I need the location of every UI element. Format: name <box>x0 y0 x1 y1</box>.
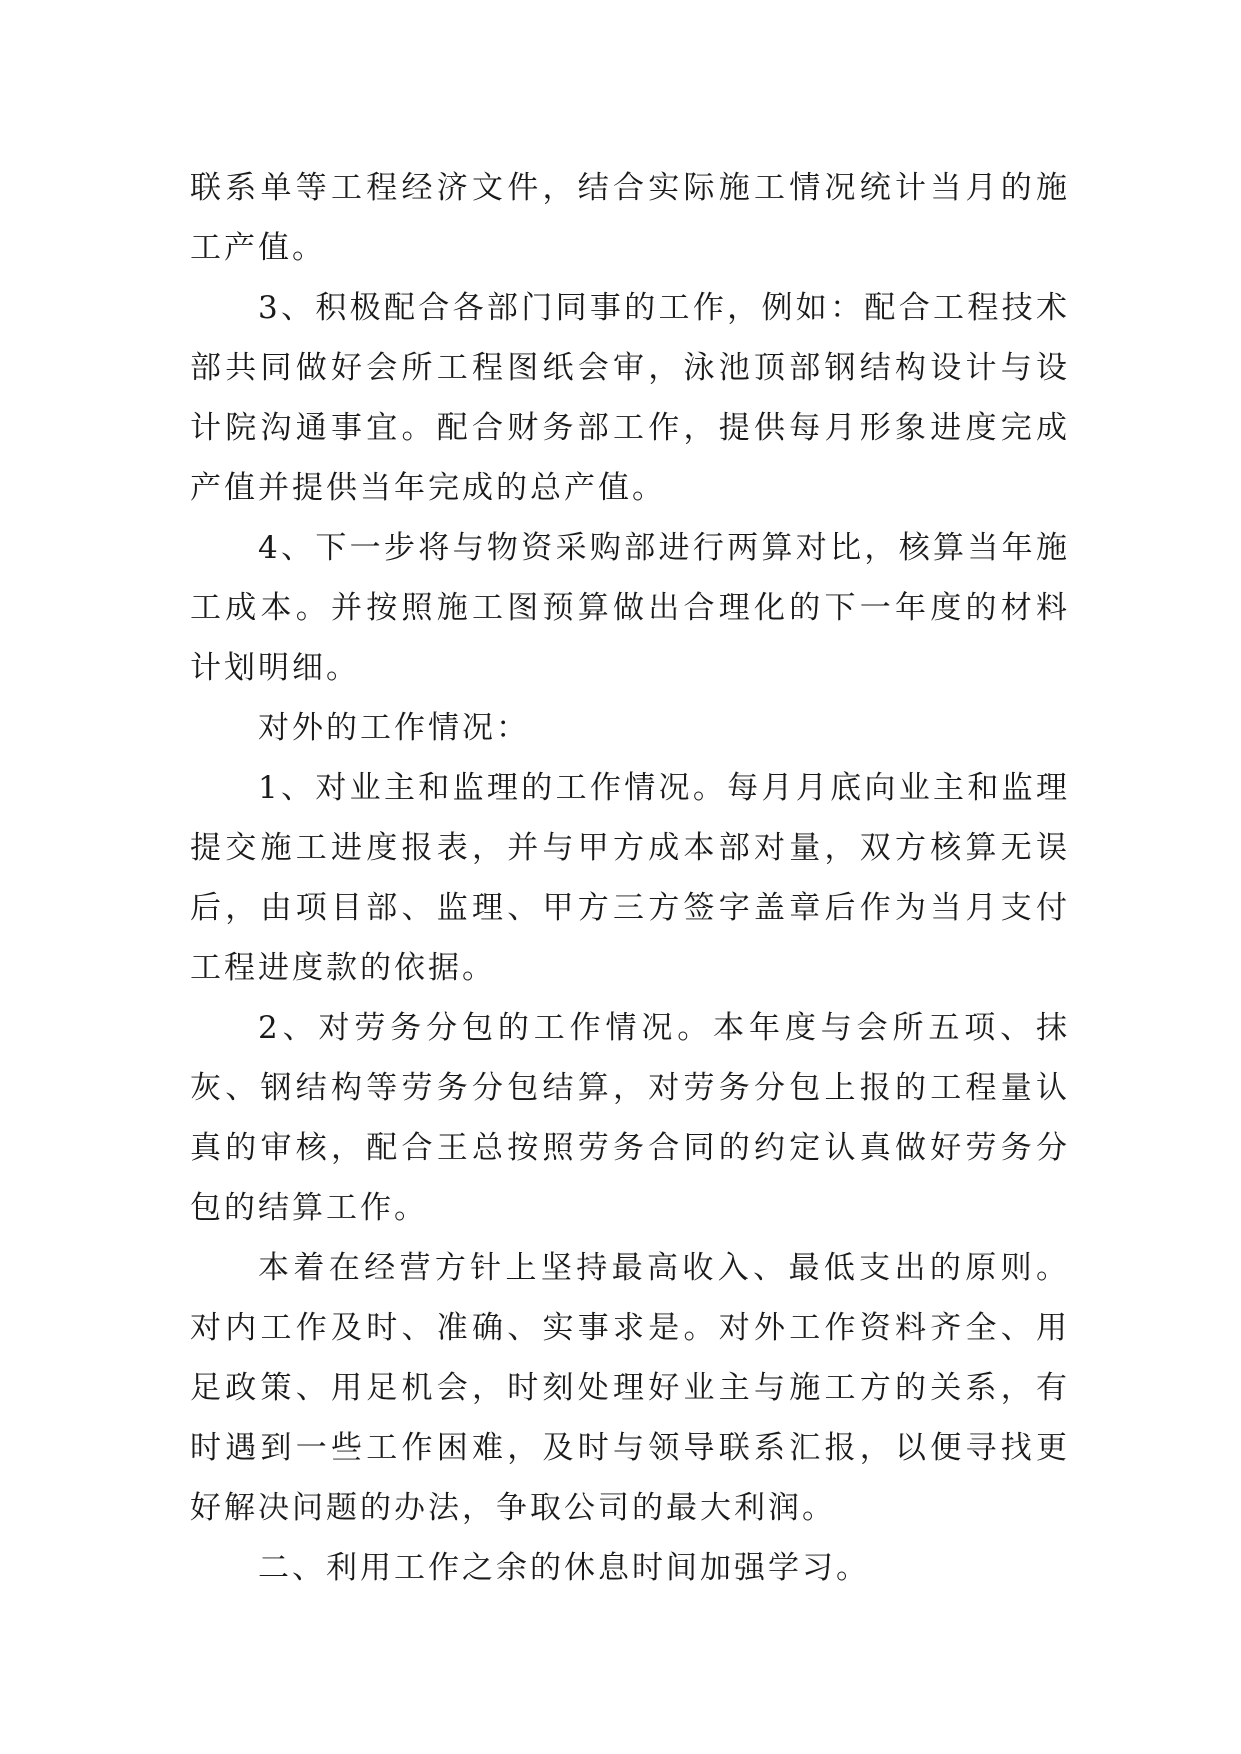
section-heading-study: 二、利用工作之余的休息时间加强学习。 <box>258 1550 870 1586</box>
paragraph-2: 3、积极配合各部门同事的工作，例如：配合工程技术部共同做好会所工程图纸会审，泳池顶部钢结构设计与设计院沟通事宜。配合财务部工作，提供每月形象进度完成产值并提供当年完成的总产值。 <box>190 290 1070 506</box>
paragraph-7: 本着在经营方针上坚持最高收入、最低支出的原则。对内工作及时、准确、实事求是。对外工作资料齐全、用足政策、用足机会，时刻处理好业主与施工方的关系，有时遇到一些工作困难，及时与领导联系汇报，以便寻找更好解决问题的办法，争取公司的最大利润。 <box>190 1250 1070 1526</box>
paragraph-1: 联系单等工程经济文件，结合实际施工情况统计当月的施工产值。 <box>190 170 1070 266</box>
section-heading-external: 对外的工作情况： <box>258 710 530 746</box>
paragraph-6: 2、对劳务分包的工作情况。本年度与会所五项、抹灰、钢结构等劳务分包结算，对劳务分包上报的工程量认真的审核，配合王总按照劳务合同的约定认真做好劳务分包的结算工作。 <box>190 1010 1070 1226</box>
paragraph-5: 1、对业主和监理的工作情况。每月月底向业主和监理提交施工进度报表，并与甲方成本部对量，双方核算无误后，由项目部、监理、甲方三方签字盖章后作为当月支付工程进度款的依据。 <box>190 770 1070 986</box>
paragraph-3: 4、下一步将与物资采购部进行两算对比，核算当年施工成本。并按照施工图预算做出合理化的下一年度的材料计划明细。 <box>190 530 1070 686</box>
document-body <box>190 158 1070 1598</box>
